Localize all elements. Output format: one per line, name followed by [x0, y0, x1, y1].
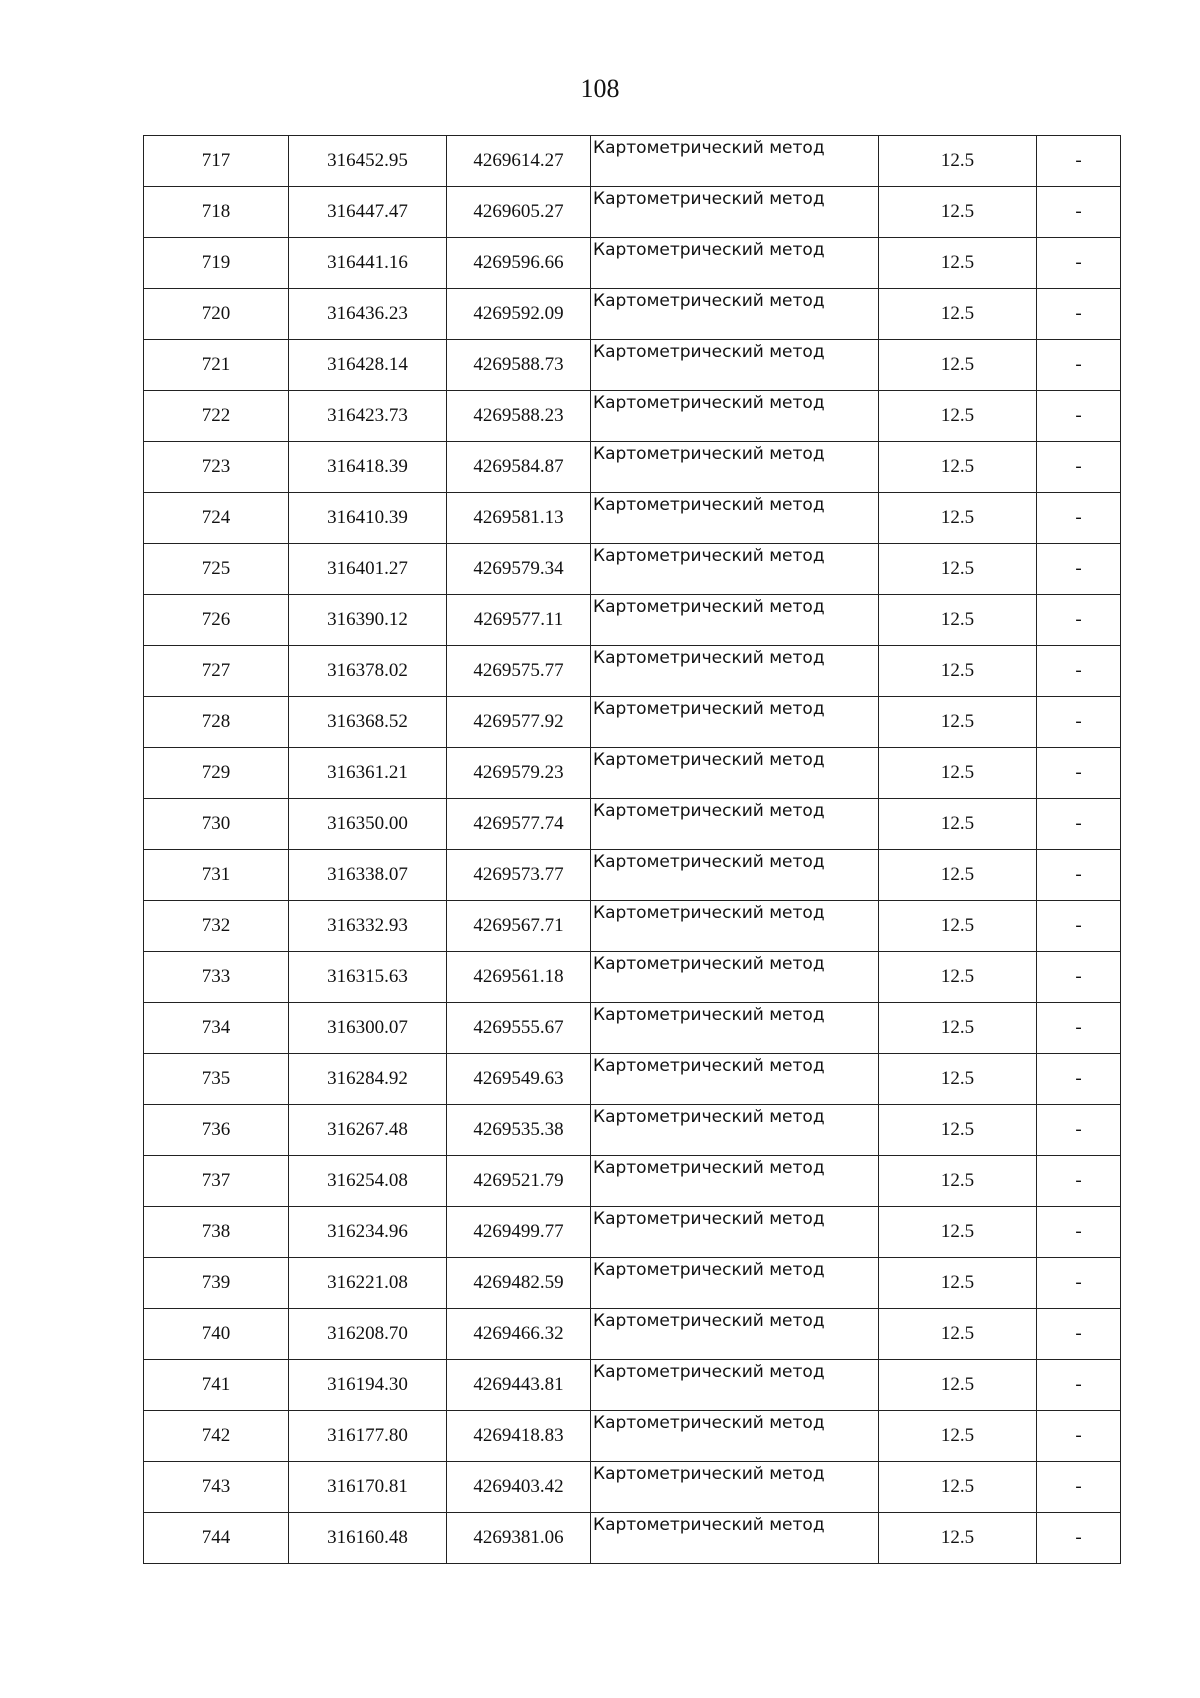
method-cell: Картометрический метод	[591, 391, 879, 442]
x-coordinate-cell: 316170.81	[289, 1462, 447, 1513]
y-coordinate-cell: 4269555.67	[447, 1003, 591, 1054]
y-coordinate-cell: 4269521.79	[447, 1156, 591, 1207]
x-coordinate-cell: 316221.08	[289, 1258, 447, 1309]
x-coordinate-cell: 316254.08	[289, 1156, 447, 1207]
y-coordinate-cell: 4269381.06	[447, 1513, 591, 1564]
method-cell: Картометрический метод	[591, 1462, 879, 1513]
y-coordinate-cell: 4269579.34	[447, 544, 591, 595]
table-row	[144, 1105, 1121, 1156]
accuracy-cell: 12.5	[879, 1513, 1037, 1564]
page-number: 108	[580, 74, 620, 103]
point-number-cell: 725	[144, 544, 289, 595]
method-cell: Картометрический метод	[591, 340, 879, 391]
coordinates-table-body	[144, 136, 1121, 1564]
point-number-cell: 731	[144, 850, 289, 901]
x-coordinate-cell: 316160.48	[289, 1513, 447, 1564]
accuracy-cell: 12.5	[879, 391, 1037, 442]
y-coordinate-cell: 4269443.81	[447, 1360, 591, 1411]
table-row	[144, 340, 1121, 391]
x-coordinate-cell: 316177.80	[289, 1411, 447, 1462]
coordinates-table	[143, 135, 1121, 1564]
table-row	[144, 238, 1121, 289]
table-row	[144, 442, 1121, 493]
note-cell: -	[1037, 1513, 1121, 1564]
table-row	[144, 646, 1121, 697]
point-number-cell: 730	[144, 799, 289, 850]
method-cell: Картометрический метод	[591, 1054, 879, 1105]
x-coordinate-cell: 316234.96	[289, 1207, 447, 1258]
x-coordinate-cell: 316284.92	[289, 1054, 447, 1105]
table-row	[144, 850, 1121, 901]
point-number-cell: 742	[144, 1411, 289, 1462]
table-row	[144, 1003, 1121, 1054]
method-cell: Картометрический метод	[591, 952, 879, 1003]
x-coordinate-cell: 316368.52	[289, 697, 447, 748]
method-cell: Картометрический метод	[591, 238, 879, 289]
point-number-cell: 734	[144, 1003, 289, 1054]
note-cell: -	[1037, 1309, 1121, 1360]
table-row	[144, 289, 1121, 340]
note-cell: -	[1037, 901, 1121, 952]
point-number-cell: 740	[144, 1309, 289, 1360]
point-number-cell: 739	[144, 1258, 289, 1309]
y-coordinate-cell: 4269584.87	[447, 442, 591, 493]
note-cell: -	[1037, 748, 1121, 799]
table-row	[144, 1462, 1121, 1513]
table-row	[144, 1054, 1121, 1105]
point-number-cell: 735	[144, 1054, 289, 1105]
table-row	[144, 799, 1121, 850]
x-coordinate-cell: 316315.63	[289, 952, 447, 1003]
table-row	[144, 595, 1121, 646]
y-coordinate-cell: 4269577.11	[447, 595, 591, 646]
y-coordinate-cell: 4269588.23	[447, 391, 591, 442]
method-cell: Картометрический метод	[591, 1411, 879, 1462]
table-row	[144, 697, 1121, 748]
note-cell: -	[1037, 1105, 1121, 1156]
table-row	[144, 187, 1121, 238]
point-number-cell: 722	[144, 391, 289, 442]
method-cell: Картометрический метод	[591, 1156, 879, 1207]
accuracy-cell: 12.5	[879, 646, 1037, 697]
x-coordinate-cell: 316418.39	[289, 442, 447, 493]
table-row	[144, 1156, 1121, 1207]
accuracy-cell: 12.5	[879, 595, 1037, 646]
note-cell: -	[1037, 1054, 1121, 1105]
table-row	[144, 1411, 1121, 1462]
point-number-cell: 717	[144, 136, 289, 187]
x-coordinate-cell: 316300.07	[289, 1003, 447, 1054]
point-number-cell: 737	[144, 1156, 289, 1207]
table-row	[144, 1513, 1121, 1564]
y-coordinate-cell: 4269579.23	[447, 748, 591, 799]
table-row	[144, 901, 1121, 952]
y-coordinate-cell: 4269549.63	[447, 1054, 591, 1105]
note-cell: -	[1037, 850, 1121, 901]
method-cell: Картометрический метод	[591, 748, 879, 799]
accuracy-cell: 12.5	[879, 850, 1037, 901]
note-cell: -	[1037, 391, 1121, 442]
method-cell: Картометрический метод	[591, 850, 879, 901]
note-cell: -	[1037, 1003, 1121, 1054]
accuracy-cell: 12.5	[879, 799, 1037, 850]
method-cell: Картометрический метод	[591, 1360, 879, 1411]
accuracy-cell: 12.5	[879, 136, 1037, 187]
accuracy-cell: 12.5	[879, 442, 1037, 493]
x-coordinate-cell: 316378.02	[289, 646, 447, 697]
x-coordinate-cell: 316350.00	[289, 799, 447, 850]
y-coordinate-cell: 4269592.09	[447, 289, 591, 340]
note-cell: -	[1037, 1462, 1121, 1513]
y-coordinate-cell: 4269573.77	[447, 850, 591, 901]
method-cell: Картометрический метод	[591, 697, 879, 748]
point-number-cell: 723	[144, 442, 289, 493]
method-cell: Картометрический метод	[591, 1207, 879, 1258]
note-cell: -	[1037, 289, 1121, 340]
accuracy-cell: 12.5	[879, 1003, 1037, 1054]
accuracy-cell: 12.5	[879, 340, 1037, 391]
y-coordinate-cell: 4269567.71	[447, 901, 591, 952]
point-number-cell: 733	[144, 952, 289, 1003]
table-row	[144, 136, 1121, 187]
note-cell: -	[1037, 952, 1121, 1003]
x-coordinate-cell: 316401.27	[289, 544, 447, 595]
accuracy-cell: 12.5	[879, 1156, 1037, 1207]
point-number-cell: 718	[144, 187, 289, 238]
method-cell: Картометрический метод	[591, 136, 879, 187]
table-row	[144, 952, 1121, 1003]
accuracy-cell: 12.5	[879, 901, 1037, 952]
x-coordinate-cell: 316332.93	[289, 901, 447, 952]
y-coordinate-cell: 4269588.73	[447, 340, 591, 391]
y-coordinate-cell: 4269418.83	[447, 1411, 591, 1462]
point-number-cell: 736	[144, 1105, 289, 1156]
table-row	[144, 544, 1121, 595]
y-coordinate-cell: 4269535.38	[447, 1105, 591, 1156]
note-cell: -	[1037, 187, 1121, 238]
note-cell: -	[1037, 646, 1121, 697]
method-cell: Картометрический метод	[591, 442, 879, 493]
x-coordinate-cell: 316447.47	[289, 187, 447, 238]
method-cell: Картометрический метод	[591, 901, 879, 952]
note-cell: -	[1037, 544, 1121, 595]
note-cell: -	[1037, 136, 1121, 187]
table-row	[144, 1207, 1121, 1258]
y-coordinate-cell: 4269596.66	[447, 238, 591, 289]
method-cell: Картометрический метод	[591, 646, 879, 697]
accuracy-cell: 12.5	[879, 1054, 1037, 1105]
x-coordinate-cell: 316436.23	[289, 289, 447, 340]
note-cell: -	[1037, 493, 1121, 544]
accuracy-cell: 12.5	[879, 1207, 1037, 1258]
accuracy-cell: 12.5	[879, 952, 1037, 1003]
note-cell: -	[1037, 238, 1121, 289]
point-number-cell: 729	[144, 748, 289, 799]
table-row	[144, 748, 1121, 799]
method-cell: Картометрический метод	[591, 493, 879, 544]
point-number-cell: 724	[144, 493, 289, 544]
accuracy-cell: 12.5	[879, 289, 1037, 340]
method-cell: Картометрический метод	[591, 1003, 879, 1054]
point-number-cell: 720	[144, 289, 289, 340]
y-coordinate-cell: 4269581.13	[447, 493, 591, 544]
method-cell: Картометрический метод	[591, 595, 879, 646]
note-cell: -	[1037, 1156, 1121, 1207]
accuracy-cell: 12.5	[879, 1360, 1037, 1411]
y-coordinate-cell: 4269577.92	[447, 697, 591, 748]
note-cell: -	[1037, 1360, 1121, 1411]
point-number-cell: 726	[144, 595, 289, 646]
table-row	[144, 1360, 1121, 1411]
accuracy-cell: 12.5	[879, 493, 1037, 544]
x-coordinate-cell: 316208.70	[289, 1309, 447, 1360]
method-cell: Картометрический метод	[591, 544, 879, 595]
y-coordinate-cell: 4269575.77	[447, 646, 591, 697]
table-row	[144, 1258, 1121, 1309]
accuracy-cell: 12.5	[879, 1258, 1037, 1309]
note-cell: -	[1037, 697, 1121, 748]
accuracy-cell: 12.5	[879, 1462, 1037, 1513]
point-number-cell: 738	[144, 1207, 289, 1258]
table-row	[144, 391, 1121, 442]
accuracy-cell: 12.5	[879, 238, 1037, 289]
point-number-cell: 732	[144, 901, 289, 952]
note-cell: -	[1037, 442, 1121, 493]
accuracy-cell: 12.5	[879, 1411, 1037, 1462]
note-cell: -	[1037, 1258, 1121, 1309]
table-row	[144, 1309, 1121, 1360]
x-coordinate-cell: 316338.07	[289, 850, 447, 901]
method-cell: Картометрический метод	[591, 1105, 879, 1156]
accuracy-cell: 12.5	[879, 748, 1037, 799]
method-cell: Картометрический метод	[591, 289, 879, 340]
y-coordinate-cell: 4269482.59	[447, 1258, 591, 1309]
x-coordinate-cell: 316361.21	[289, 748, 447, 799]
y-coordinate-cell: 4269561.18	[447, 952, 591, 1003]
accuracy-cell: 12.5	[879, 697, 1037, 748]
accuracy-cell: 12.5	[879, 544, 1037, 595]
method-cell: Картометрический метод	[591, 1513, 879, 1564]
accuracy-cell: 12.5	[879, 1309, 1037, 1360]
y-coordinate-cell: 4269403.42	[447, 1462, 591, 1513]
note-cell: -	[1037, 340, 1121, 391]
point-number-cell: 743	[144, 1462, 289, 1513]
note-cell: -	[1037, 1411, 1121, 1462]
x-coordinate-cell: 316390.12	[289, 595, 447, 646]
method-cell: Картометрический метод	[591, 799, 879, 850]
note-cell: -	[1037, 595, 1121, 646]
x-coordinate-cell: 316194.30	[289, 1360, 447, 1411]
x-coordinate-cell: 316423.73	[289, 391, 447, 442]
accuracy-cell: 12.5	[879, 1105, 1037, 1156]
method-cell: Картометрический метод	[591, 1258, 879, 1309]
point-number-cell: 727	[144, 646, 289, 697]
point-number-cell: 744	[144, 1513, 289, 1564]
point-number-cell: 721	[144, 340, 289, 391]
method-cell: Картометрический метод	[591, 187, 879, 238]
x-coordinate-cell: 316267.48	[289, 1105, 447, 1156]
point-number-cell: 728	[144, 697, 289, 748]
y-coordinate-cell: 4269614.27	[447, 136, 591, 187]
point-number-cell: 741	[144, 1360, 289, 1411]
accuracy-cell: 12.5	[879, 187, 1037, 238]
x-coordinate-cell: 316428.14	[289, 340, 447, 391]
note-cell: -	[1037, 1207, 1121, 1258]
note-cell: -	[1037, 799, 1121, 850]
point-number-cell: 719	[144, 238, 289, 289]
y-coordinate-cell: 4269577.74	[447, 799, 591, 850]
method-cell: Картометрический метод	[591, 1309, 879, 1360]
x-coordinate-cell: 316441.16	[289, 238, 447, 289]
y-coordinate-cell: 4269605.27	[447, 187, 591, 238]
table-row	[144, 493, 1121, 544]
x-coordinate-cell: 316410.39	[289, 493, 447, 544]
x-coordinate-cell: 316452.95	[289, 136, 447, 187]
y-coordinate-cell: 4269466.32	[447, 1309, 591, 1360]
y-coordinate-cell: 4269499.77	[447, 1207, 591, 1258]
